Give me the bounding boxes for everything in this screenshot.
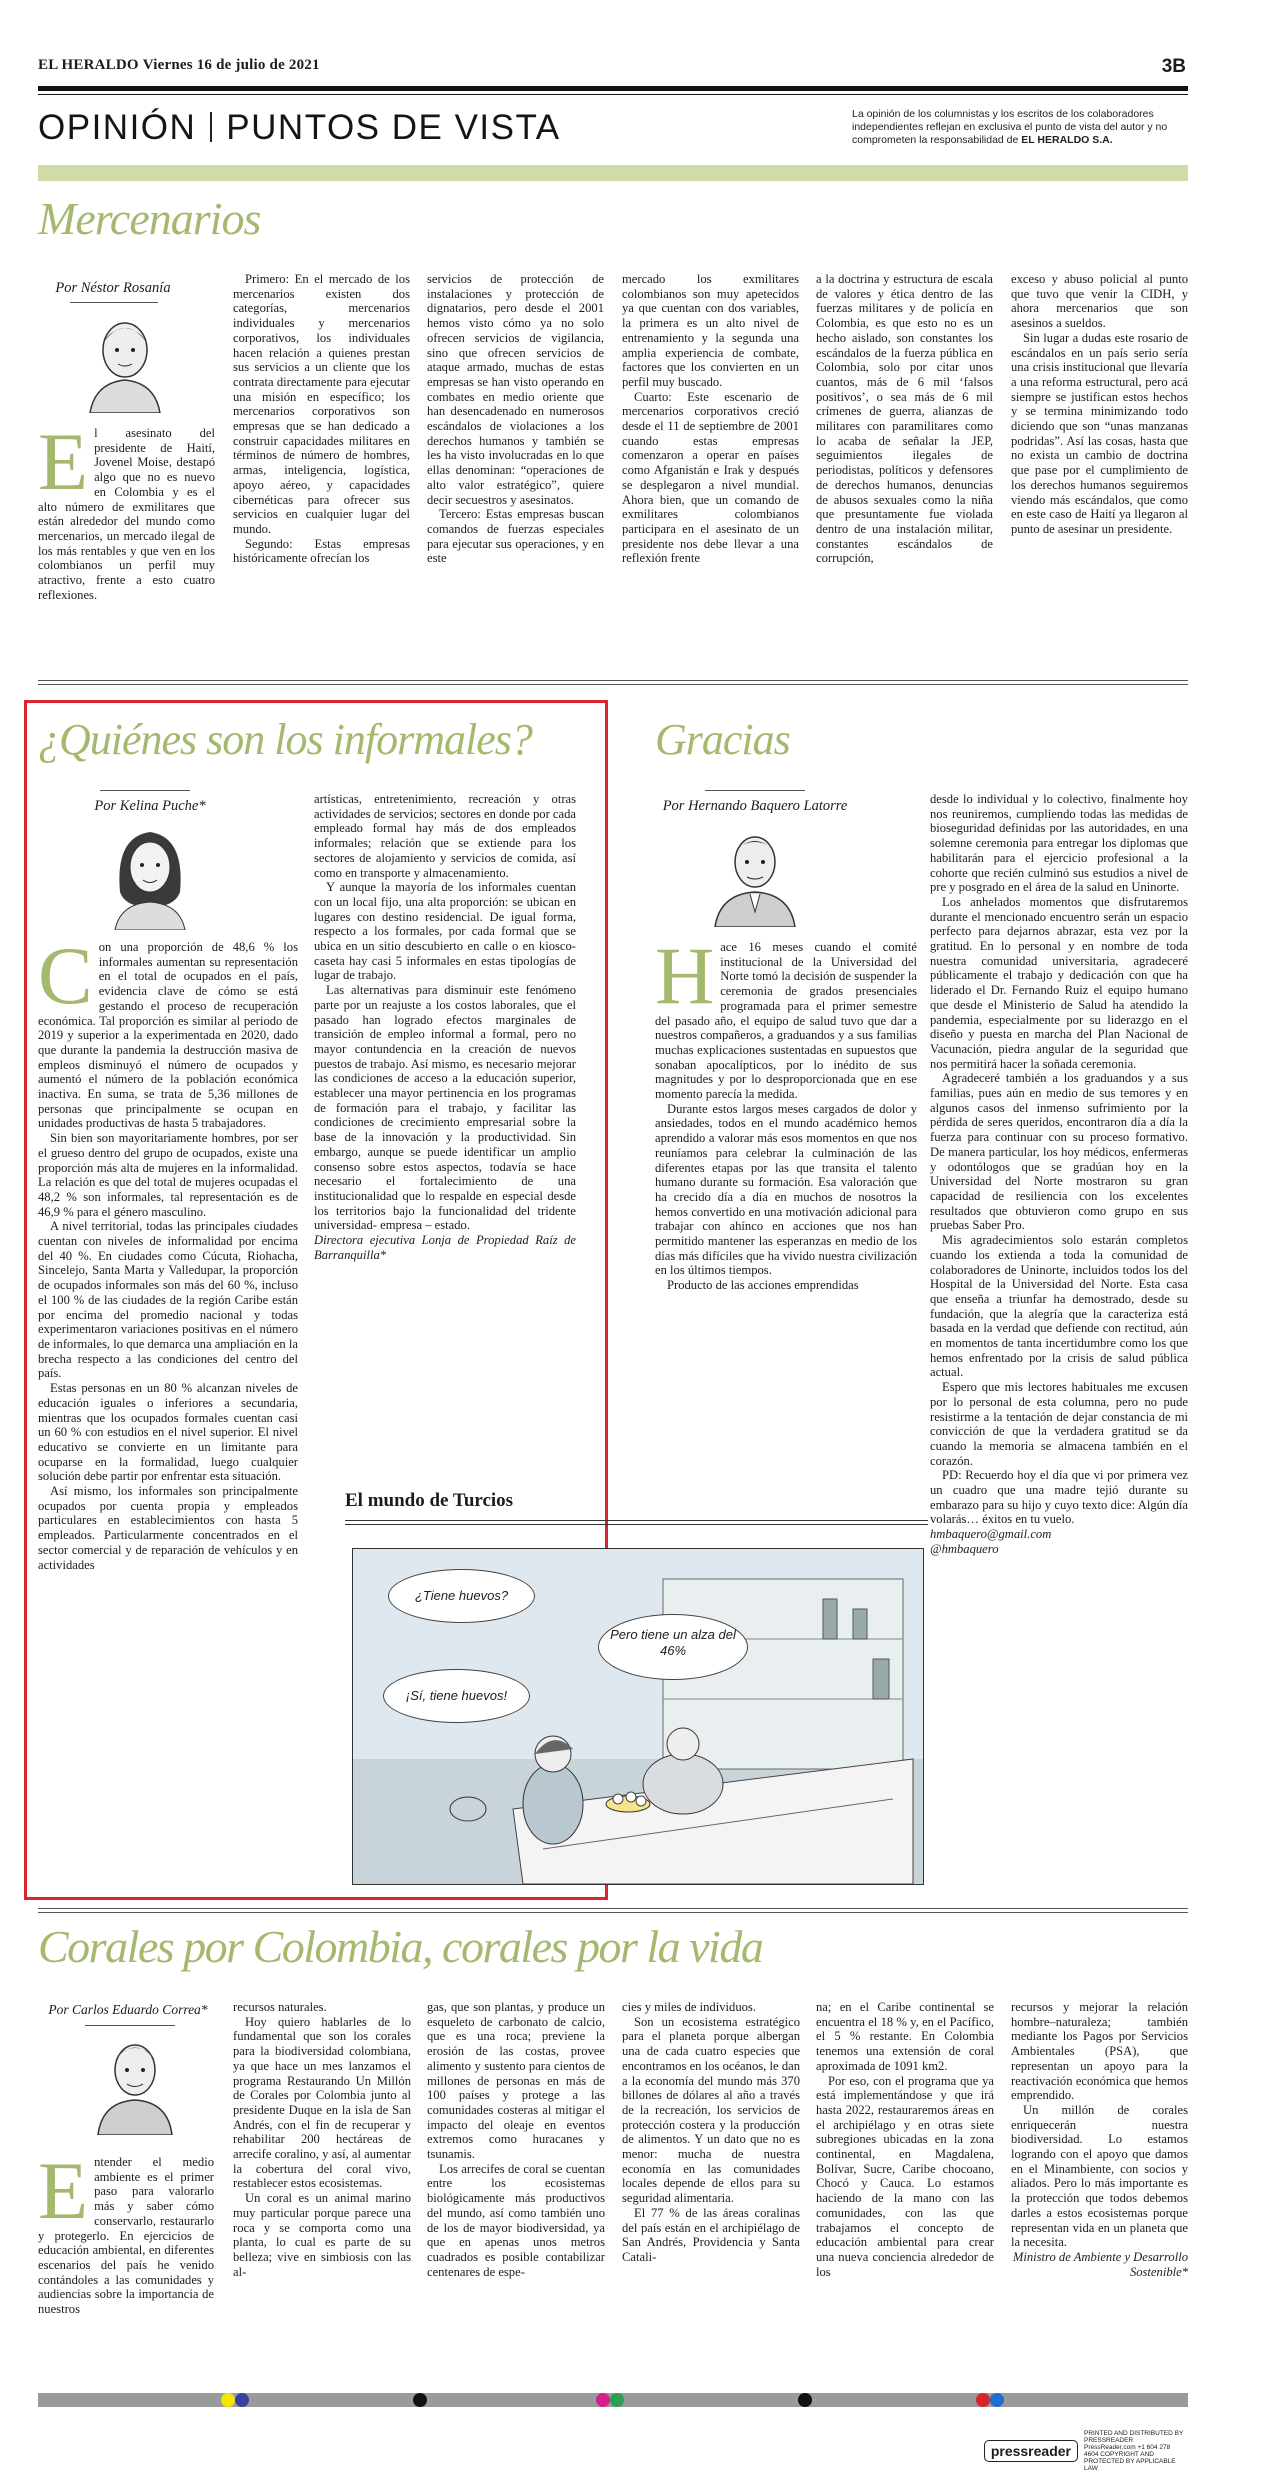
paragraph: A nivel territorial, todas las principales ciudades cuentan con niveles de informalidad por encima del 40 %. En ciudades como Cúcuta, Riohacha, Sincelejo, Santa Marta y Valledupar, la proporción de ocupados informales son más del 60 %, incluso el 100 % de las ciudades de la región Caribe están por encima del promedio nacional y todas experimentaron variaciones positivas en el número de informales, lo que demarca una ampliación en la brecha respecto a las condiciones del centro del país. <box>38 1219 298 1381</box>
dropcap: C <box>38 940 93 1021</box>
pressreader-notice: PRINTED AND DISTRIBUTED BY PRESSREADER PressReader.com +1 604 278 4604 COPYRIGHT AND PROTECTED BY APPLICABLE LAW <box>1084 2430 1184 2472</box>
disclaimer-company: EL HERALDO S.A. <box>1021 134 1113 146</box>
byline-carlos-correa: Por Carlos Eduardo Correa* <box>48 2002 208 2017</box>
paragraph: Cuarto: Este escenario de mercenarios corporativos creció desde el 11 de septiembre de 2001 cuando estas empresas comenzaron a operar en países como Afganistán e Irak y después se desplegaron a nivel mundial. Ahora bien, que un comando de exmilitares colombianos participara en el asesinato de un presidente nos debe llevar a una reflexión frente <box>622 389 799 566</box>
section-disclaimer <box>852 108 1188 147</box>
paragraph: gas, que son plantas, y produce un esqueleto de carbonato de calcio, que es una roca; previene la erosión de las costas, provee alimento y sustento para cientos de millones de personas en más de 100 países y protege a las comunidades costeras al mitigar el impacto del oleaje en eventos extremos como huracanes y tsunamis. <box>427 2000 605 2162</box>
author-portrait-nestor <box>80 308 170 413</box>
paragraph: recursos y mejorar la relación hombre–naturaleza; también mediante los Pagos por Servicios Ambientales (PSA), que representan un apoyo para la reactivación económica que hemos emprendido. <box>1011 2000 1188 2103</box>
cartoon-title: El mundo de Turcios <box>345 1490 514 1511</box>
paragraph: mercado los exmilitares colombianos son muy apetecidos ya que cuentan con dos variables, la primera es un alto nivel de entrenamiento y la segunda una amplia experiencia de combate, factores que los convierten en un perfil muy buscado. <box>622 272 799 389</box>
color-dot-green <box>610 2393 624 2407</box>
byline-nestor-rosania: Por Néstor Rosanía <box>55 280 171 296</box>
paragraph: on una proporción de 48,6 % los informales aumentan su representación en el total de ocupados en el país, evidencia clave de cómo se está gestando el proceso de recuperación económica. Tal proporción es similar al periodo de 2019 y superior a la experimentada en 2020, dado que durante la pandemia la destrucción masiva de empleos disminuyó el número de ocupados y aumentó el número de la población económica inactiva. En suma, se trata de 5,36 millones de personas que principalmente se ocupan en unidades productivas de hasta 5 trabajadores. <box>38 940 298 1131</box>
newspaper-name: EL HERALDO <box>38 57 139 73</box>
cartoon-rule <box>345 1520 928 1521</box>
speech-bubble-2: ¡Sí, tiene huevos! <box>383 1669 530 1723</box>
paragraph: desde lo individual y lo colectivo, finalmente hoy nos reuniremos, cumpliendo todas las medidas de bioseguridad definidas por las autoridades, en una solemne ceremonia para entregar los diplomas que habilitarán para el ejercicio profesional a la cohorte que recién culminó sus estudios a nivel de pre y posgrado en el área de la salud en Uninorte. <box>930 792 1188 895</box>
author-portrait-kelina <box>100 822 200 930</box>
speech-bubble-1: ¿Tiene huevos? <box>388 1569 535 1623</box>
color-dot-black <box>413 2393 427 2407</box>
corales-col-4 <box>622 2000 800 2380</box>
corales-col-3 <box>427 2000 605 2380</box>
dropcap: E <box>38 2155 89 2236</box>
informales-col-2 <box>314 792 576 1452</box>
byline-hernando-baquero: Por Hernando Baquero Latorre <box>662 798 848 814</box>
paragraph: Los arrecifes de coral se cuentan entre los ecosistemas biológicamente más productivos del mundo, así como también uno de los de mayor biodiversidad, ya que en apenas unos metros cuadrados es posible contabilizar centenares de espe- <box>427 2161 605 2279</box>
paragraph: El 77 % de las áreas coralinas del país están en el archipiélago de San Andrés, Providencia y Santa Catali- <box>622 2205 800 2264</box>
paragraph: ntender el medio ambiente es el primer paso para valorarlo más y saber cómo conservarlo, restaurarlo y protegerlo. En ejercicios de educación ambiental, en diferentes escenarios del país he venido contándoles a las comunidades y audiencias sobre la importancia de nuestros <box>38 2155 214 2317</box>
section-divider <box>210 112 212 142</box>
author-portrait-carlos <box>90 2030 180 2135</box>
paragraph: ace 16 meses cuando el comité institucional de la Universidad del Norte tomó la decisión de suspender la ceremonia de grados presenciales programada para el primer semestre del pasado año, el equipo de salud tuvo que dar a nuestros compañeros, a graduandos y a sus familias muchas explicaciones sustentadas en supuestos que sonaban apocalípticos, por lo inédito de sus magnitudes y por lo desproporcionada que en ese momento parecía la medida. <box>655 940 917 1102</box>
byline-rule <box>705 790 805 791</box>
masthead <box>38 56 1186 80</box>
color-dot-yellow <box>221 2393 235 2407</box>
informales-col-1 <box>38 940 298 1846</box>
author-signature: Directora ejecutiva Lonja de Propiedad Raíz de Barranquilla* <box>314 1233 576 1262</box>
article-title-gracias: Gracias <box>655 715 790 764</box>
paragraph: Mis agradecimientos solo estarán completos cuando los extienda a toda la comunidad de colaboradores de Uninorte, incluidos todos los del Hospital de la Universidad del Norte. Esta casa que enseña a triunfar ha demostrado, desde su fundación, que la alegría que la caracteriza está basada en la verdad que defiende con rectitud, aún en momentos de tanta incertidumbre como los que hemos enfrentado por la crisis de salud pública actual. <box>930 1233 1188 1380</box>
issue-date: Viernes 16 de julio de 2021 <box>142 57 320 73</box>
mercenarios-col-5 <box>816 272 993 666</box>
speech-bubble-3: Pero tiene un alza del 46% <box>598 1614 748 1680</box>
author-portrait-hernando <box>705 822 805 927</box>
color-dot-blue <box>235 2393 249 2407</box>
author-handle[interactable]: @hmbaquero <box>930 1541 999 1556</box>
paragraph: Durante estos largos meses cargados de dolor y ansiedades, todos en el mundo académico hemos aprendido a valorar más esos momentos en que nos reuníamos para celebrar la culminación de las diferentes etapas por las que transita el talento humano durante su formación. Esa valoración que ha crecido día a día en muchos de nosotros la hemos convertido en una motivación adicional para trabajar con ahínco en acciones que nos han permitido mantener las esperanzas en medio de los días más difíciles que ha vivido nuestra civilización en los últimos tiempos. <box>655 1101 917 1278</box>
section-divider-1b <box>38 684 1188 685</box>
color-dot-magenta <box>596 2393 610 2407</box>
byline-rule <box>70 302 158 303</box>
corales-col-5 <box>816 2000 994 2380</box>
paragraph: Hoy quiero hablarles de lo fundamental que son los corales para la biodiversidad colombiana, ya que hace un mes lanzamos el programa Restaurando Un Millón de Corales por Colombia junto al presidente Duque en la isla de San Andrés, con el fin de recuperar y rehabilitar 200 hectáreas de arrecife coralino, y así, al aumentar la cobertura del coral vivo, restablecer estos ecosistemas. <box>233 2014 411 2191</box>
paragraph: Un coral es un animal marino muy particular porque parece una roca y se comporta como una planta, lo cual es parte de su belleza; vive en simbiosis con las al- <box>233 2191 411 2279</box>
byline-rule <box>85 2025 175 2026</box>
section-green-bar <box>38 165 1188 181</box>
author-email[interactable]: hmbaquero@gmail.com <box>930 1527 1052 1542</box>
paragraph: Estas personas en un 80 % alcanzan niveles de educación iguales o inferiores a secundaria, mientras que los ocupados formales cuentan casi un 60 % con estudios en el nivel superior. El nivel educativo se convierte en un limitante para ocuparse en la formalidad, luego cualquier solución debe partir por enfrentar esta situación. <box>38 1381 298 1484</box>
pressreader-logo[interactable]: pressreader <box>984 2440 1078 2462</box>
page-number: 3B <box>1161 56 1186 77</box>
paragraph: exceso y abuso policial al punto que tuvo que venir la CIDH, y ahora mercenarios que son asesinos a sueldos. <box>1011 272 1188 331</box>
section-puntos-de-vista: PUNTOS DE VISTA <box>226 108 561 147</box>
article-title-mercenarios: Mercenarios <box>38 193 261 244</box>
mercenarios-col-4 <box>622 272 799 666</box>
paragraph: Así mismo, los informales son principalmente ocupados por cuenta propia y empleados particulares en establecimientos con hasta 5 empleados. Particularmente concentrados en el sector comercial y de reparación de vehículos y en actividades <box>38 1484 298 1572</box>
author-signature: Ministro de Ambiente y Desarrollo Sostenible* <box>1012 2249 1188 2279</box>
cartoon-panel <box>352 1548 924 1885</box>
section-divider-2b <box>38 1912 1188 1913</box>
byline-kelina-puche: Por Kelina Puche* <box>94 798 206 814</box>
dropcap: E <box>38 426 89 507</box>
mercenarios-col-1 <box>38 426 215 666</box>
cartoon-rule-b <box>345 1524 928 1525</box>
gracias-col-1 <box>655 940 917 1455</box>
paragraph: Las alternativas para disminuir este fenómeno parte por un reajuste a los costos laborales, que el pasado han logrado efectos marginales de transición de empleo informal a formal, pero no mayor contundencia en la creación de nuevos puestos de trabajo. Así mismo, es necesario mejorar las condiciones de acceso a la educación superior, establecer una mayor pertinencia en los programas de formación para el trabajo, y facilitar las condiciones de crecimiento empresarial sobre la base de la innovación y la productividad. Sin embargo, aunque se puede identificar un amplio consenso sobre estos aspectos, todavía se hace necesario el fortalecimiento de una institucionalidad que lo respalde en especial desde los territorios bajo la funcionalidad del tridente universidad- empresa – estado. <box>314 983 576 1233</box>
paragraph: Un millón de corales enriquecerán nuestra biodiversidad. Lo estamos logrando con el apoyo que damos en el Minambiente, con socios y aliados. Pero lo más importante es la protección que todos debemos darles a estos ecosistemas porque representan vida en un planeta que la necesita. <box>1011 2102 1188 2250</box>
color-dot-red <box>976 2393 990 2407</box>
masthead-thin-rule <box>38 94 1188 95</box>
paragraph: Sin lugar a dudas este rosario de escándalos en un país serio sería una crisis institucional que llevaría a una reforma estructural, pero acá siempre se justifican estos hechos y se termina minimizando todo diciendo que son “unas manzanas podridas”. Así las cosas, hasta que no exista un cambio de doctrina que pase por el cumplimiento de los derechos humanos seguiremos viendo más escándalos, que como en este caso de Haití ya llegaron al punto de asesinar un presidente. <box>1011 330 1188 536</box>
article-title-informales: ¿Quiénes son los informales? <box>38 715 532 764</box>
section-divider-2 <box>38 1908 1188 1909</box>
paragraph: a la doctrina y estructura de escala de valores y ética dentro de las fuerzas militares y de policía en Colombia, es que esto no es un hecho aislado, son constantes los escándalos de la fuerza pública en Colombia, solo por citar unos cuantos, más de 6 mil ‘falsos positivos’, o sea más de 6 mil crímenes de guerra, alianzas de militares con paramilitares como lo acaba de señalar la JEP, seguimientos ilegales de periodistas, políticos y defensores de derechos humanos, denuncias de abusos sexuales como la niña que presuntamente fue violada dentro de una instalación militar, constantes escándalos de corrupción, <box>816 272 993 566</box>
paragraph: Agradeceré también a los graduandos y a sus familias, pues aún en medio de sus temores y en algunos casos del inmenso sufrimiento por la pérdida de seres queridos, encontraron día a día la fuerza para continuar con su proceso formativo. De manera particular, los hoy médicos, enfermeras y odontólogos que se gradúan hoy en la Universidad del Norte mostraron su gran capacidad de resiliencia con los excelentes resultados que obtuvieron como grupo en sus pruebas Saber Pro. <box>930 1071 1188 1233</box>
dropcap: H <box>655 940 715 1021</box>
paragraph: Segundo: Estas empresas históricamente ofrecían los <box>233 536 410 566</box>
corales-col-1 <box>38 2155 214 2380</box>
section-opinion: OPINIÓN <box>38 108 197 147</box>
paragraph: Producto de las acciones emprendidas <box>667 1278 859 1293</box>
paragraph: Sin bien son mayoritariamente hombres, por ser el grueso dentro del grupo de ocupados, existe una proporción más alta de mujeres en la informalidad. La relación es que del total de mujeres ocupadas el 48,2 % son informales, tal representación es de 46,9 % para el género masculino. <box>38 1131 298 1219</box>
paragraph: Espero que mis lectores habituales me excusen por lo personal de esta columna, pero no pude resistirme a la tentación de dejar constancia de mi convicción de que la verdadera gratitud se da cuando la memoria se almacena también en el corazón. <box>930 1380 1188 1468</box>
section-divider-1 <box>38 680 1188 681</box>
pressreader-footer <box>984 2430 1184 2472</box>
gracias-col-2 <box>930 792 1188 1872</box>
paragraph: Por eso, con el programa que ya está implementándose y que irá hasta 2022, restauraremos áreas en el archipiélago y en otras siete subregiones ubicadas en la zona continental, en Magdalena, Bolívar, Sucre, Caribe chocoano, Chocó y Cauca. Lo estamos haciendo de la mano con las comunidades, con las que trabajamos el concepto de educación ambiental para crear una nueva conciencia alrededor de los <box>816 2073 994 2279</box>
paragraph: recursos naturales. <box>233 2000 327 2014</box>
paragraph: Los anhelados momentos que disfrutaremos durante el mencionado encuentro serán un espacio perfecto para dejarnos abrazar, esta vez por la gratitud. En lo personal y en nombre de toda nuestra comunidad universitaria, agradeceré públicamente el trabajo y dedicación con que ha liderado el Dr. Fernando Ruiz el equipo humano que desde el Ministerio de Salud ha atendido la pandemia, especialmente por su liderazgo en el diseño y puesta en marcha del Plan Nacional de Vacunación, piedra angular de la seguridad que nos permitirá hacer la soñada ceremonia. <box>930 894 1188 1071</box>
mercenarios-col-3 <box>427 272 604 666</box>
disclaimer-text: La opinión de los columnistas y los escritos de los colaboradores independientes reflejan en exclusiva el punto de vista del autor y no comprometen la responsabilidad de <box>852 108 1168 146</box>
mercenarios-col-6 <box>1011 272 1188 666</box>
paragraph: Y aunque la mayoría de los informales cuentan con un local fijo, una alta proporción: se ubican en lugares con destino residencial. De igual forma, respecto a los formales, por cada formal que se ubica en un sitio descubierto en calle o en kiosco-caseta hay casi 5 informales en estas tipologías de lugar de trabajo. <box>314 880 576 983</box>
paragraph: na; en el Caribe continental se encuentra el 18 % y, en el Pacífico, el 5 % restante. En Colombia tenemos una extensión de coral aproximada de 1091 km2. <box>816 2000 994 2073</box>
section-title <box>38 108 561 148</box>
corales-col-2 <box>233 2000 411 2380</box>
article-title-corales: Corales por Colombia, corales por la vida <box>38 1921 763 1972</box>
paragraph: PD: Recuerdo hoy el día que vi por primera vez un cuadro que una madre tejió durante su embarazo para su hijo y cuyo texto dice: Algún día volarás… éxitos en tu vuelo. <box>930 1468 1188 1527</box>
paragraph: artísticas, entretenimiento, recreación y otras actividades de servicios; sectores en donde por cada empleado formal hay más de dos empleados informales; relación que se extiende para los sectores de alojamiento y servicios de comida, así como en transporte y almacenamiento. <box>314 792 576 880</box>
paragraph: servicios de protección de instalaciones y protección de dignatarios, pero desde el 2001 hemos visto cómo ya no solo ofrecen servicios de vigilancia, sino que ofrecen servicios de ataque armado, muchas de estas empresas se han visto operando en combates en medio oriente que han desencadenado en numerosos escándalos de violaciones a los derechos humanos y también se les ha visto involucradas en lo que ellas denominan: “operaciones de alto valor estratégico”, quiere decir secuestros y asesinatos. <box>427 272 604 507</box>
print-color-bar <box>38 2393 1188 2407</box>
corales-col-6 <box>1011 2000 1188 2380</box>
paragraph: Tercero: Estas empresas buscan comandos de fuerzas especiales para ejecutar sus operaciones, y en este <box>427 507 604 566</box>
paragraph: cies y miles de individuos. <box>622 2000 756 2014</box>
mercenarios-col-2 <box>233 272 410 666</box>
paragraph: Primero: En el mercado de los mercenarios existen dos categorías, mercenarios individuales y mercenarios corporativos, los individuales hacen relación a quienes prestan sus servicios a un cliente que los contrata directamente para ejecutar una misión en específico; los mercenarios corporativos son empresas que se han dedicado a construir capacidades militares en términos de número de hombres, armas, inteligencia, logística, apoyo aéreo, y capacidades cibernéticas para ofrecer sus servicios en cualquier lugar del mundo. <box>233 272 410 536</box>
color-dot-blue-2 <box>990 2393 1004 2407</box>
masthead-rule <box>38 86 1188 91</box>
paragraph: Son un ecosistema estratégico para el planeta porque albergan una de cada cuatro especies que encontramos en los océanos, le dan a la economía del mundo más 370 billones de dólares al año a través de la recreación, los servicios de protección costera y la producción de alimentos. Y un dato que no es menor: mucha de nuestra economía en las comunidades locales depende de ellos para su seguridad alimentaria. <box>622 2014 800 2206</box>
byline-rule <box>100 790 190 791</box>
color-dot-black-2 <box>798 2393 812 2407</box>
paragraph: l asesinato del presidente de Haití, Jovenel Moise, destapó algo que no es nuevo en Colombia y es el alto número de exmilitares que están alrededor del mundo como mercenarios, un mercado ilegal de los más rentables y que ven en los colombianos un perfil muy atractivo, frente a esto cuatro reflexiones. <box>38 426 215 602</box>
